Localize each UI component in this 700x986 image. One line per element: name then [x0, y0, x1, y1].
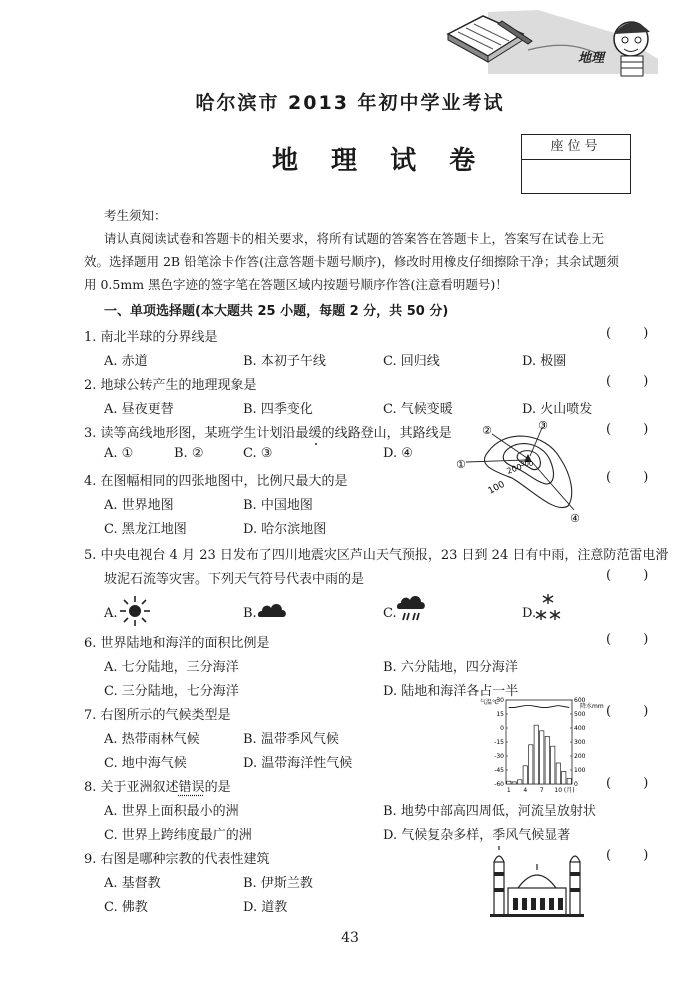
contour-value-200: 200 — [505, 462, 524, 476]
q6-option-b: B. 六分陆地，四分海洋 — [383, 660, 518, 675]
q5-option-d: D. — [522, 606, 537, 621]
q3-option-d: D. ④ — [383, 446, 413, 461]
q3-option-a: A. ① — [104, 446, 134, 461]
seat-label: 座位号 — [522, 135, 630, 160]
q5-answer-paren: ( ) — [606, 568, 663, 583]
month-tick-label: 1 — [506, 787, 511, 794]
notice-label: 考生须知： — [104, 208, 167, 223]
q7-option-a: A. 热带雨林气候 — [104, 732, 200, 747]
q7-stem: 7. 右图所示的气候类型是 — [84, 708, 231, 723]
precip-bar — [567, 778, 571, 784]
q4-option-a: A. 世界地图 — [104, 498, 174, 513]
q2-option-a: A. 昼夜更替 — [104, 402, 174, 417]
q7-option-b: B. 温带季风气候 — [243, 732, 339, 747]
q6-stem: 6. 世界陆地和海洋的面积比例是 — [84, 636, 270, 651]
notice-line-1: 请认真阅读试卷和答题卡的相关要求，将所有试题的答案答在答题卡上，答案写在试卷上无 — [104, 231, 605, 246]
q8-answer-paren: ( ) — [606, 776, 663, 791]
precip-bar — [512, 782, 516, 784]
q4-stem: 4. 在图幅相同的四张地图中，比例尺最大的是 — [84, 474, 348, 489]
contour-value-100: 100 — [486, 479, 507, 497]
q8-option-d: D. 气候复杂多样，季风气候显著 — [383, 828, 571, 843]
notice-line-2: 效。选择题用 2B 铅笔涂卡作答(注意答题卡题号顺序)，修改时用橡皮仔细擦除干净；其余试题须 — [84, 254, 619, 269]
q2-stem: 2. 地球公转产生的地理现象是 — [84, 378, 257, 393]
q3-option-b: B. ② — [174, 446, 204, 461]
q9-stem: 9. 右图是哪种宗教的代表性建筑 — [84, 852, 270, 867]
precip-tick-label: 300 — [574, 739, 586, 746]
q8-stem: 8. 关于亚洲叙述错误的是 — [84, 780, 231, 795]
q4-option-d: D. 哈尔滨地图 — [243, 522, 327, 537]
precip-bar — [534, 725, 538, 784]
precip-bar — [562, 771, 566, 784]
q5-stem-2: 坡泥石流等灾害。下列天气符号代表中雨的是 — [104, 572, 365, 587]
q3-answer-paren: ( ) — [606, 422, 663, 437]
route-label-2: ② — [482, 424, 492, 437]
paper-subtitle: 地 理 试 卷 — [272, 146, 488, 176]
precip-tick-label: 500 — [574, 711, 586, 718]
q9-option-d: D. 道教 — [243, 900, 288, 915]
q3-stem: 3. 读等高线地形图，某班学生计划沿最缓的线路登山，其路线是 — [84, 426, 452, 441]
mosque-illustration — [488, 848, 586, 918]
temperature-line — [509, 706, 570, 708]
exam-title: 哈尔滨市 2013 年初中学业考试 — [195, 92, 505, 114]
q9-answer-paren: ( ) — [606, 848, 663, 863]
precip-axis-label: 降水mm — [580, 703, 604, 710]
seat-number-box — [521, 134, 631, 194]
precip-tick-label: 600 — [574, 697, 586, 704]
precip-tick-label: 0 — [574, 781, 578, 788]
q4-option-b: B. 中国地图 — [243, 498, 313, 513]
q5-option-c: C. — [383, 606, 397, 621]
q2-option-b: B. 四季变化 — [243, 402, 313, 417]
section-title: 一、单项选择题(本大题共 25 小题，每题 2 分，共 50 分) — [104, 304, 449, 319]
header-badge: 地理 — [578, 51, 605, 66]
climate-chart — [478, 696, 604, 802]
precip-bar — [518, 780, 522, 784]
q4-answer-paren: ( ) — [606, 470, 663, 485]
q8-option-a: A. 世界上面积最小的洲 — [104, 804, 239, 819]
route-label-1: ① — [456, 458, 466, 471]
page-number: 43 — [341, 930, 359, 946]
temp-tick-label: -45 — [494, 767, 504, 774]
q2-option-d: D. 火山喷发 — [522, 402, 593, 417]
route-3 — [530, 428, 542, 456]
q1-stem: 1. 南北半球的分界线是 — [84, 330, 218, 345]
moderate-rain-icon — [396, 594, 426, 624]
precip-tick-label: 200 — [574, 753, 586, 760]
q1-option-b: B. 本初子午线 — [243, 354, 326, 369]
sunny-icon — [118, 594, 152, 628]
precip-bar — [545, 736, 549, 784]
route-label-4: ④ — [570, 512, 580, 525]
contour-100 — [484, 436, 571, 508]
precip-bar — [507, 781, 511, 784]
q2-answer-paren: ( ) — [606, 374, 663, 389]
q7-option-d: D. 温带海洋性气候 — [243, 756, 353, 771]
precip-bar — [523, 766, 527, 784]
temp-tick-label: 15 — [496, 711, 504, 718]
q5-option-b: B. — [243, 606, 257, 621]
precip-tick-label: 100 — [574, 767, 586, 774]
precip-bar — [529, 745, 533, 784]
q7-option-c: C. 地中海气候 — [104, 756, 187, 771]
main-dome — [518, 875, 556, 888]
q8-option-b: B. 地势中部高四周低，河流呈放射状 — [383, 804, 596, 819]
precip-bar — [551, 746, 555, 784]
temp-tick-label: -30 — [494, 753, 504, 760]
q9-option-b: B. 伊斯兰教 — [243, 876, 313, 891]
precip-tick-label: 400 — [574, 725, 586, 732]
precip-bar — [540, 731, 544, 784]
q6-answer-paren: ( ) — [606, 632, 663, 647]
contour-value-300: 300 — [520, 460, 534, 468]
q1-option-a: A. 赤道 — [104, 354, 148, 369]
q7-answer-paren: ( ) — [606, 704, 663, 719]
temp-tick-label: 0 — [500, 725, 504, 732]
header-illustration — [428, 4, 678, 82]
notice-line-3: 用 0.5mm 黑色字迹的签字笔在答题区域内按题号顺序作答(注意看明题号)！ — [84, 277, 508, 292]
precip-bar — [556, 763, 560, 784]
q5-option-a: A. — [104, 606, 118, 621]
temp-tick-label: -15 — [494, 739, 504, 746]
q2-option-c: C. 气候变暖 — [383, 402, 453, 417]
q9-option-a: A. 基督教 — [104, 876, 161, 891]
q5-stem-1: 5. 中央电视台 4 月 23 日发布了四川地震灾区芦山天气预报，23 日到 24 日有中雨，注意防范雷电滑 — [84, 548, 669, 563]
month-tick-label: 7 — [539, 787, 544, 794]
q6-option-d: D. 陆地和海洋各占一半 — [383, 684, 519, 699]
temp-axis-label: 气温℃ — [480, 699, 499, 706]
q3-option-c: C. ③ — [243, 446, 273, 461]
q1-option-d: D. 极圈 — [522, 354, 567, 369]
overcast-cloud-icon — [257, 600, 287, 620]
q6-option-c: C. 三分陆地，七分海洋 — [104, 684, 239, 699]
q1-option-c: C. 回归线 — [383, 354, 440, 369]
route-1 — [466, 460, 526, 462]
month-tick-label: 4 — [523, 787, 528, 794]
q8-option-c: C. 世界上跨纬度最广的洲 — [104, 828, 252, 843]
q1-answer-paren: ( ) — [606, 326, 663, 341]
q9-option-c: C. 佛教 — [104, 900, 148, 915]
snow-icon — [534, 592, 562, 624]
route-label-3: ③ — [538, 419, 548, 432]
month-unit-label: (月) — [563, 787, 575, 794]
contour-map — [450, 418, 600, 526]
temp-tick-label: 30 — [496, 697, 504, 704]
month-tick-label: 10 — [554, 787, 563, 794]
temp-tick-label: -60 — [494, 781, 504, 788]
q4-option-c: C. 黑龙江地图 — [104, 522, 187, 537]
q6-option-a: A. 七分陆地，三分海洋 — [104, 660, 239, 675]
